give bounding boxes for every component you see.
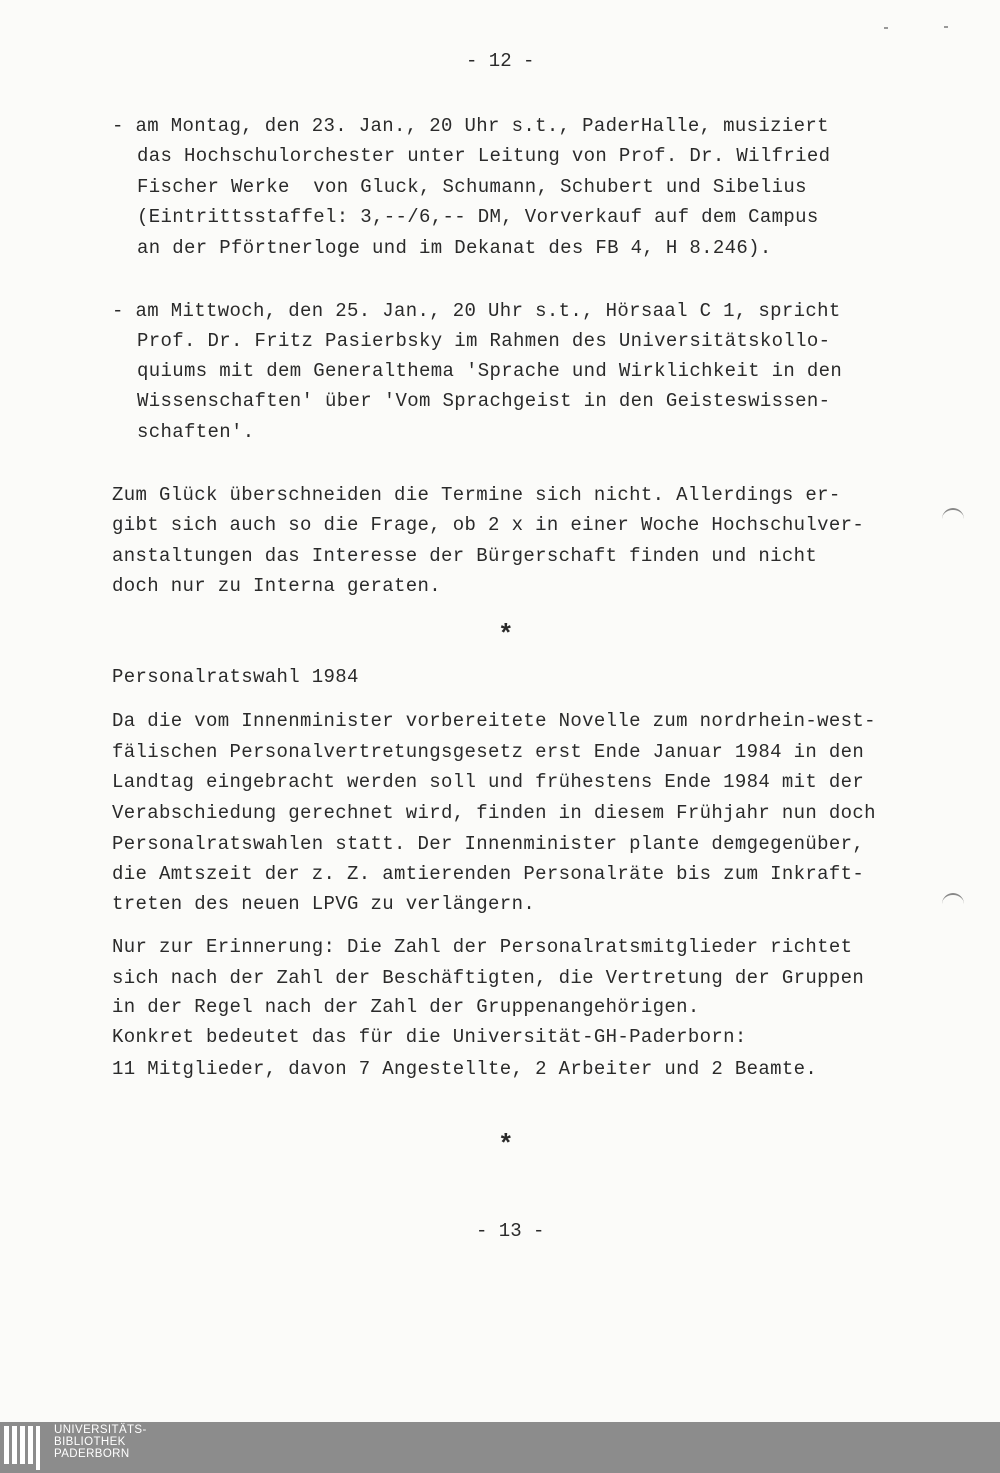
text-line: 11 Mitglieder, davon 7 Angestellte, 2 Arbeiter und 2 Beamte. xyxy=(112,1058,818,1080)
text-line: Konkret bedeutet das für die Universität-GH-Paderborn: xyxy=(112,1026,747,1048)
text-line: doch nur zu Interna geraten. xyxy=(112,575,442,597)
text-line: - am Montag, den 23. Jan., 20 Uhr s.t., PaderHalle, musiziert xyxy=(112,115,829,137)
page-number-top: - 12 - xyxy=(466,50,535,72)
text-line: Landtag eingebracht werden soll und frühestens Ende 1984 mit der xyxy=(112,771,865,793)
library-logo-icon xyxy=(4,1426,40,1470)
text-line: Nur zur Erinnerung: Die Zahl der Personalratsmitglieder richtet xyxy=(112,936,853,958)
text-line: die Amtszeit der z. Z. amtierenden Personalräte bis zum Inkraft- xyxy=(112,863,865,885)
text-line: - am Mittwoch, den 25. Jan., 20 Uhr s.t., Hörsaal C 1, spricht xyxy=(112,300,841,322)
text-line: in der Regel nach der Zahl der Gruppenangehörigen. xyxy=(112,996,700,1018)
logo-line: UNIVERSITÄTS- xyxy=(54,1424,147,1436)
text-line: das Hochschulorchester unter Leitung von Prof. Dr. Wilfried xyxy=(137,145,831,167)
text-line: fälischen Personalvertretungsgesetz erst Ende Januar 1984 in den xyxy=(112,741,865,763)
punch-hole-mark xyxy=(942,893,964,917)
logo-line: BIBLIOTHEK xyxy=(54,1436,126,1448)
text-line: Prof. Dr. Fritz Pasierbsky im Rahmen des Universitätskollo- xyxy=(137,330,831,352)
text-line: an der Pförtnerloge und im Dekanat des FB 4, H 8.246). xyxy=(137,237,772,259)
text-line: sich nach der Zahl der Beschäftigten, die Vertretung der Gruppen xyxy=(112,967,865,989)
text-line: quiums mit dem Generalthema 'Sprache und Wirklichkeit in den xyxy=(137,360,843,382)
text-line: anstaltungen das Interesse der Bürgerschaft finden und nicht xyxy=(112,545,818,567)
punch-hole-mark xyxy=(942,508,964,532)
logo-line: PADERBORN xyxy=(54,1448,130,1460)
section-separator: * xyxy=(498,620,514,650)
text-line: Fischer Werke von Gluck, Schumann, Schubert und Sibelius xyxy=(137,176,807,198)
text-line: treten des neuen LPVG zu verlängern. xyxy=(112,893,536,915)
text-line: gibt sich auch so die Frage, ob 2 x in einer Woche Hochschulver- xyxy=(112,514,865,536)
text-line: (Eintrittsstaffel: 3,--/6,-- DM, Vorverkauf auf dem Campus xyxy=(137,206,819,228)
text-line: schaften'. xyxy=(137,421,255,443)
text-line: Zum Glück überschneiden die Termine sich nicht. Allerdings er- xyxy=(112,484,841,506)
text-line: Verabschiedung gerechnet wird, finden in diesem Frühjahr nun doch xyxy=(112,802,876,824)
text-line: Personalratswahlen statt. Der Innenminister plante demgegenüber, xyxy=(112,833,865,855)
scan-speck xyxy=(884,27,888,29)
text-line: Da die vom Innenminister vorbereitete Novelle zum nordrhein-west- xyxy=(112,710,876,732)
text-line: Wissenschaften' über 'Vom Sprachgeist in den Geisteswissen- xyxy=(137,390,831,412)
scan-speck xyxy=(944,26,948,28)
section-heading: Personalratswahl 1984 xyxy=(112,666,359,688)
page-number-bottom: - 13 - xyxy=(476,1220,545,1242)
library-footer-bar xyxy=(0,1422,1000,1473)
library-logo-text xyxy=(54,1424,147,1460)
section-separator: * xyxy=(498,1130,514,1160)
